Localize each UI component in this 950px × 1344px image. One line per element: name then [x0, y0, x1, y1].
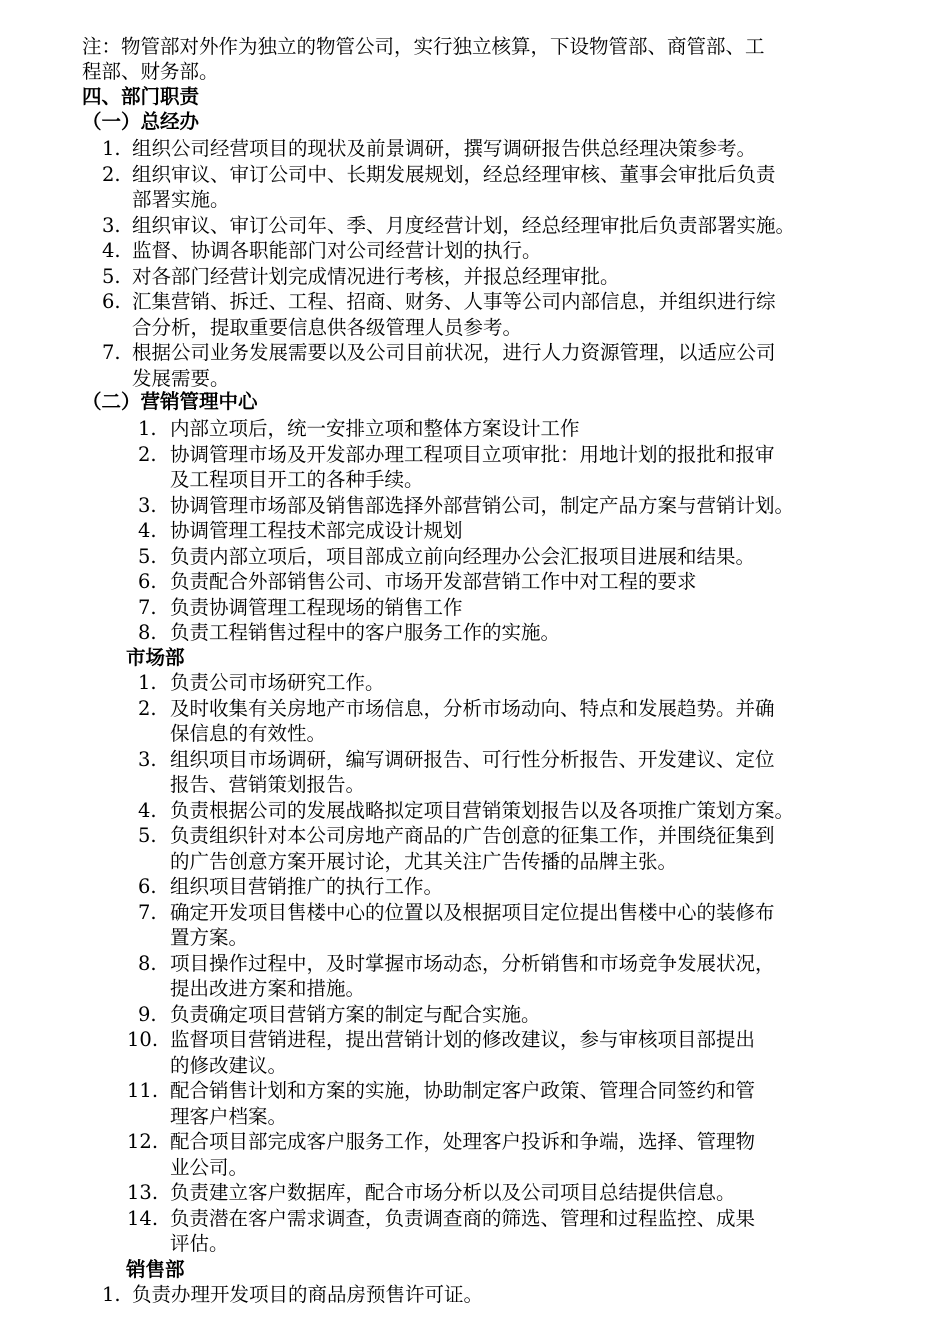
sales-dept-heading: 销售部 [126, 1258, 185, 1281]
market-dept-item-number: 1. [138, 671, 157, 694]
sales-dept-item-number: 1. [102, 1283, 121, 1306]
marketing-center-item-number: 5. [138, 544, 157, 568]
marketing-center-item-text: 内部立项后，统一安排立项和整体方案设计工作 [170, 417, 580, 440]
marketing-center-item-text: 负责工程销售过程中的客户服务工作的实施。 [170, 621, 561, 644]
marketing-center-item-text: 负责内部立项后，项目部成立前向经理办公会汇报项目进展和结果。 [170, 544, 756, 568]
market-dept-item-number: 3. [138, 747, 157, 771]
market-dept-item-number: 14. [127, 1206, 159, 1230]
market-dept-item-number: 12. [127, 1130, 159, 1153]
general-office-item-number: 4. [102, 239, 121, 262]
market-dept-item-text: 负责建立客户数据库，配合市场分析以及公司项目总结提供信息。 [170, 1181, 736, 1204]
market-dept-item-number: 11. [127, 1079, 159, 1102]
market-dept-item-number: 2. [138, 696, 157, 720]
market-dept-item-text: 组织项目市场调研，编写调研报告、可行性分析报告、开发建议、定位 [170, 747, 775, 771]
general-office-item-text: 组织审议、审订公司中、长期发展规划，经总经理审核、董事会审批后负责 [132, 162, 776, 186]
market-dept-item-text: 确定开发项目售楼中心的位置以及根据项目定位提出售楼中心的装修布 [170, 900, 775, 924]
market-dept-item-text: 负责潜在客户需求调查，负责调查商的筛选、管理和过程监控、成果 [170, 1206, 756, 1230]
general-office-item-number: 2. [102, 162, 121, 186]
market-dept-item-text: 业公司。 [170, 1155, 249, 1179]
marketing-center-item-number: 8. [138, 621, 157, 644]
market-dept-item-number: 13. [127, 1181, 159, 1204]
market-dept-item-number: 7. [138, 900, 157, 924]
marketing-center-heading: （二）营销管理中心 [82, 390, 258, 413]
market-dept-item-text: 项目操作过程中，及时掌握市场动态，分析销售和市场竞争发展状况， [170, 951, 775, 975]
market-dept-item-text: 负责公司市场研究工作。 [170, 671, 385, 694]
marketing-center-item-number: 2. [138, 442, 157, 466]
general-office-item-number: 7. [102, 341, 121, 364]
market-dept-item-text: 的广告创意方案开展讨论，尤其关注广告传播的品牌主张。 [170, 849, 678, 873]
market-dept-item-text: 理客户档案。 [170, 1104, 288, 1128]
marketing-center-item-number: 1. [138, 417, 157, 440]
marketing-center-item-text: 及工程项目开工的各种手续。 [170, 468, 424, 491]
general-office-item-number: 6. [102, 290, 121, 313]
general-office-item-text: 发展需要。 [132, 366, 230, 390]
marketing-center-item-text: 协调管理市场及开发部办理工程项目立项审批：用地计划的报批和报审 [170, 442, 775, 466]
market-dept-item-text: 负责组织针对本公司房地产商品的广告创意的征集工作，并围绕征集到 [170, 824, 775, 847]
market-dept-item-text: 负责确定项目营销方案的制定与配合实施。 [170, 1002, 541, 1026]
market-dept-item-number: 8. [138, 951, 157, 975]
market-dept-item-number: 9. [138, 1002, 157, 1026]
market-dept-heading: 市场部 [126, 646, 185, 669]
general-office-item-text: 根据公司业务发展需要以及公司目前状况，进行人力资源管理，以适应公司 [132, 341, 776, 364]
market-dept-item-text: 保信息的有效性。 [170, 722, 327, 745]
market-dept-item-text: 组织项目营销推广的执行工作。 [170, 875, 444, 898]
market-dept-item-number: 4. [138, 798, 157, 822]
general-office-item-text: 合分析，提取重要信息供各级管理人员参考。 [132, 315, 523, 339]
market-dept-item-text: 提出改进方案和措施。 [170, 977, 366, 1000]
marketing-center-item-number: 3. [138, 493, 157, 517]
market-dept-item-number: 6. [138, 875, 157, 898]
market-dept-item-text: 负责根据公司的发展战略拟定项目营销策划报告以及各项推广策划方案。 [170, 798, 795, 822]
market-dept-item-text: 的修改建议。 [170, 1053, 288, 1077]
general-office-item-text: 汇集营销、拆迁、工程、招商、财务、人事等公司内部信息，并组织进行综 [132, 290, 776, 313]
note-line-2: 程部、财务部。 [82, 60, 219, 83]
market-dept-item-number: 10. [127, 1028, 159, 1051]
general-office-item-text: 部署实施。 [132, 188, 230, 211]
market-dept-item-number: 5. [138, 824, 157, 847]
general-office-item-number: 3. [102, 213, 121, 237]
note-line-1: 注：物管部对外作为独立的物管公司，实行独立核算，下设物管部、商管部、工 [82, 35, 765, 58]
general-office-item-number: 1. [102, 137, 121, 160]
market-dept-item-text: 监督项目营销进程，提出营销计划的修改建议，参与审核项目部提出 [170, 1028, 756, 1051]
general-office-item-text: 组织审议、审订公司年、季、月度经营计划，经总经理审批后负责部署实施。 [132, 213, 796, 237]
general-office-heading: （一）总经办 [82, 110, 200, 133]
market-dept-item-text: 置方案。 [170, 926, 249, 949]
marketing-center-item-text: 负责协调管理工程现场的销售工作 [170, 595, 463, 619]
marketing-center-item-text: 协调管理工程技术部完成设计规划 [170, 519, 463, 542]
sales-dept-item-text: 负责办理开发项目的商品房预售许可证。 [132, 1283, 484, 1306]
market-dept-item-text: 及时收集有关房地产市场信息，分析市场动向、特点和发展趋势。并确 [170, 696, 775, 720]
marketing-center-item-number: 7. [138, 595, 157, 619]
general-office-item-text: 监督、协调各职能部门对公司经营计划的执行。 [132, 239, 542, 262]
general-office-item-text: 对各部门经营计划完成情况进行考核，并报总经理审批。 [132, 264, 620, 288]
marketing-center-item-text: 协调管理市场部及销售部选择外部营销公司，制定产品方案与营销计划。 [170, 493, 795, 517]
marketing-center-item-number: 4. [138, 519, 157, 542]
general-office-item-number: 5. [102, 264, 121, 288]
market-dept-item-text: 配合销售计划和方案的实施，协助制定客户政策、管理合同签约和管 [170, 1079, 756, 1102]
market-dept-item-text: 配合项目部完成客户服务工作，处理客户投诉和争端，选择、管理物 [170, 1130, 756, 1153]
market-dept-item-text: 评估。 [170, 1232, 229, 1255]
market-dept-item-text: 报告、营销策划报告。 [170, 773, 366, 796]
marketing-center-item-number: 6. [138, 570, 157, 593]
general-office-item-text: 组织公司经营项目的现状及前景调研，撰写调研报告供总经理决策参考。 [132, 137, 757, 160]
marketing-center-item-text: 负责配合外部销售公司、市场开发部营销工作中对工程的要求 [170, 570, 697, 593]
section-4-heading: 四、部门职责 [82, 85, 200, 108]
